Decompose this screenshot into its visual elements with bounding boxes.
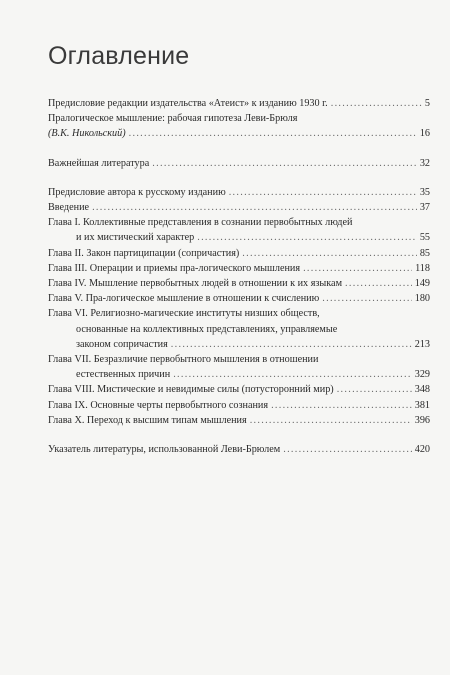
toc-line [48,230,430,245]
toc-line [48,352,430,367]
toc-entry-title: Указатель литературы, использованной Леви-Брюлем [48,444,281,456]
toc-entry-title: Введение [48,202,90,214]
toc-entry-title: Предисловие редакции издательства «Атеист» к изданию 1930 г. [48,98,328,109]
toc-entry-title: и их мистический характер [76,232,195,244]
toc-line [48,215,430,230]
toc-entry [48,261,430,276]
page-title: Оглавление [48,42,190,70]
toc-line [48,442,430,457]
toc-line [48,246,430,261]
toc-line [48,398,430,413]
toc-leader-dots [271,398,412,413]
toc-entry [48,96,430,111]
toc-page-number: 348 [414,384,430,396]
toc-entry-title: основанные на коллективных представлениях, управляемые [76,323,338,335]
toc-page-number: 16 [419,128,430,140]
toc-line [48,322,430,337]
toc-line [48,96,430,111]
toc-entry [48,413,430,428]
toc-line [48,156,430,171]
toc-entry-title: Глава X. Переход к высшим типам мышления [48,414,247,426]
toc-page-number: 149 [414,278,430,290]
toc-leader-dots [171,337,412,352]
toc-line [48,291,430,306]
toc-entry-title: Глава V. Пра-логическое мышление в отношении к счислению [48,293,320,305]
toc-entry-title: естественных причин [76,369,171,381]
toc-entry-title: законом сопричастия [76,338,168,350]
toc-page-number: 118 [415,262,430,274]
toc-leader-dots [283,442,412,457]
toc-page-number: 213 [414,338,430,350]
toc-entry-title: Глава III. Операции и приемы пра-логического мышления [48,262,301,274]
toc-line [48,126,430,141]
toc-line [48,185,430,200]
toc-line [48,306,430,321]
toc-entry [48,246,430,261]
toc-entry-title: Глава VII. Безразличие первобытного мышления в отношении [48,354,319,366]
toc-line [48,111,430,126]
toc-leader-dots [303,261,412,276]
toc-entry-title: Глава I. Коллективные представления в сознании первобытных людей [48,217,353,229]
toc-line [48,337,430,352]
toc-line [48,367,430,382]
toc-leader-dots [337,382,412,397]
table-of-contents [48,96,430,457]
toc-leader-dots [152,156,417,171]
toc-entry [48,398,430,413]
toc-page-number: 32 [419,157,430,169]
toc-entry [48,382,430,397]
toc-leader-dots [129,126,417,141]
toc-entry-title: Глава II. Закон партиципации (сопричастия) [48,247,240,259]
toc-leader-dots [92,200,417,215]
toc-line [48,413,430,428]
toc-entry [48,156,430,171]
toc-leader-dots [242,246,417,261]
toc-leader-dots [197,230,417,245]
toc-entry [48,276,430,291]
toc-entry-title: Предисловие автора к русскому изданию [48,186,226,198]
toc-entry [48,291,430,306]
toc-leader-dots [250,413,412,428]
toc-page-number: 180 [414,293,430,305]
toc-leader-dots [322,291,411,306]
toc-entry [48,352,430,382]
toc-line [48,200,430,215]
toc-entry [48,215,430,245]
toc-entry-title: (В.К. Никольский) [48,128,126,140]
toc-entry [48,200,430,215]
toc-entry [48,442,430,457]
toc-line [48,276,430,291]
toc-page-number: 37 [419,202,430,214]
toc-leader-dots [229,185,417,200]
toc-entry [48,185,430,200]
toc-entry [48,306,430,352]
toc-leader-dots [173,367,412,382]
toc-page-number: 420 [414,444,430,456]
toc-leader-dots [345,276,412,291]
toc-leader-dots [331,96,422,111]
toc-page-number: 35 [419,186,430,198]
toc-page-number: 55 [419,232,430,244]
toc-page-number: 329 [414,369,430,381]
toc-page-number: 381 [414,399,430,411]
toc-entry-title: Глава IX. Основные черты первобытного сознания [48,399,269,411]
toc-entry-title: Пралогическое мышление: рабочая гипотеза Леви-Брюля [48,113,298,125]
toc-page-number: 85 [419,247,430,259]
toc-entry-title: Глава VIII. Мистические и невидимые силы (потусторонний мир) [48,384,334,396]
toc-page-number: 396 [414,414,430,426]
toc-line [48,261,430,276]
toc-entry-title: Глава IV. Мышление первобытных людей в отношении к их языкам [48,278,343,290]
toc-entry [48,111,430,141]
toc-line [48,382,430,397]
toc-entry-title: Глава VI. Религиозно-магические институты низших обществ, [48,308,320,320]
toc-entry-title: Важнейшая литература [48,157,150,169]
toc-page-number: 5 [424,98,430,109]
